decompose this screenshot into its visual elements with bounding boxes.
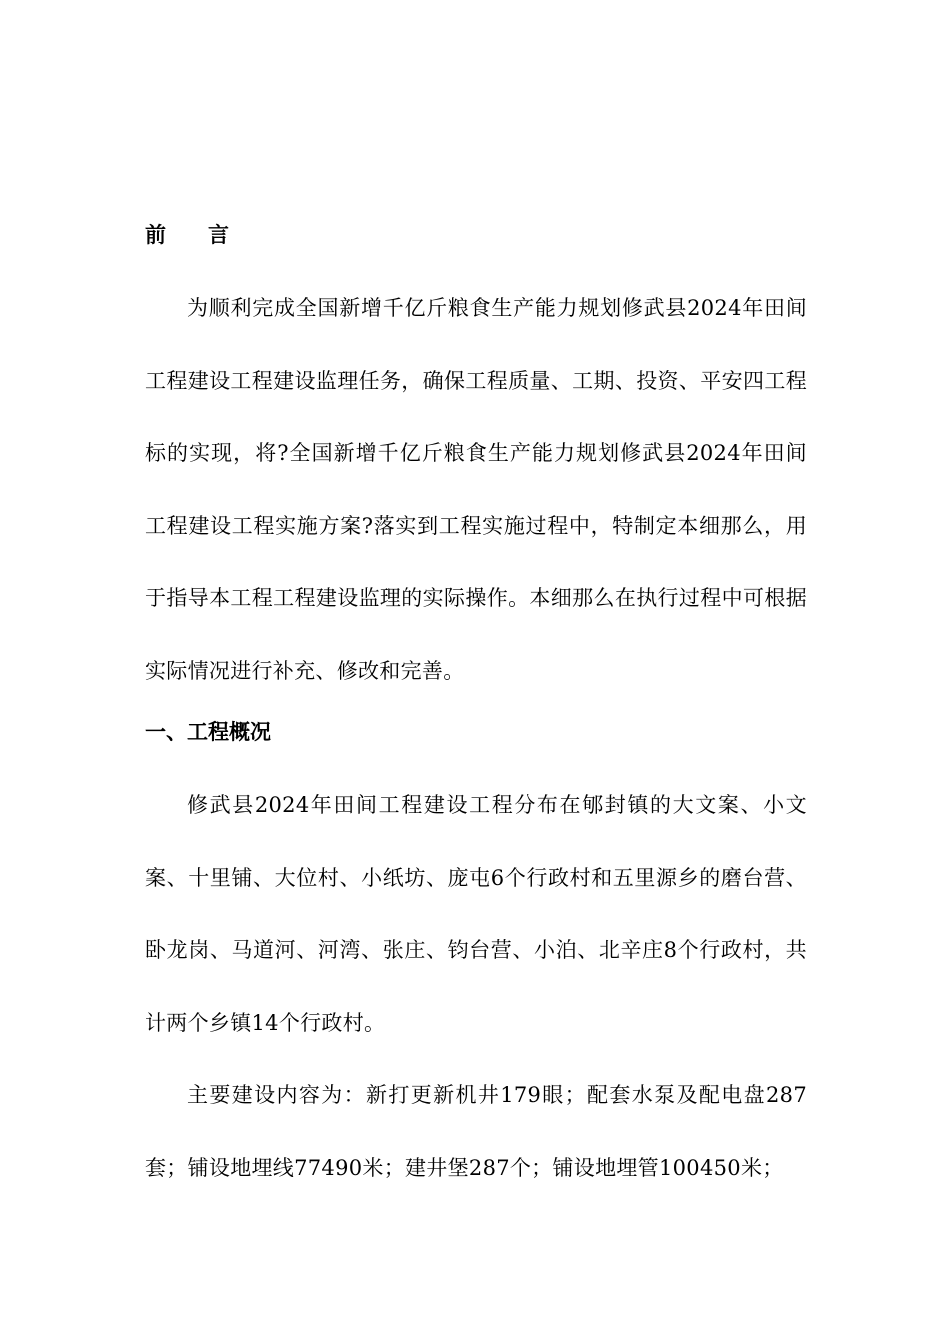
project-overview-paragraph: 修武县2024年田间工程建设工程分布在郇封镇的大文案、小文案、十里铺、大位村、小纸坊、庞屯6个行政村和五里源乡的磨台营、卧龙岗、马道河、河湾、张庄、钧台营、小泊、北辛庄8个行政村，共计两个乡镇14个行政村。	[145, 793, 807, 1035]
section-heading-project-overview: 一、工程概况	[145, 719, 271, 744]
preface-paragraph: 为顺利完成全国新增千亿斤粮食生产能力规划修武县2024年田间工程建设工程建设监理任务，确保工程质量、工期、投资、平安四工程标的实现，将?全国新增千亿斤粮食生产能力规划修武县2024年田间工程建设工程实施方案?落实到工程实施过程中，特制定本细那么，用于指导本工程工程建设监理的实际操作。本细那么在执行过程中可根据实际情况进行补充、修改和完善。	[145, 296, 807, 683]
construction-content-paragraph: 主要建设内容为：新打更新机井179眼；配套水泵及配电盘287套；铺设地埋线77490米；建井堡287个；铺设地埋管100450米；	[145, 1083, 807, 1180]
preface-heading: 前 言	[145, 222, 229, 247]
document-body	[145, 212, 807, 1204]
